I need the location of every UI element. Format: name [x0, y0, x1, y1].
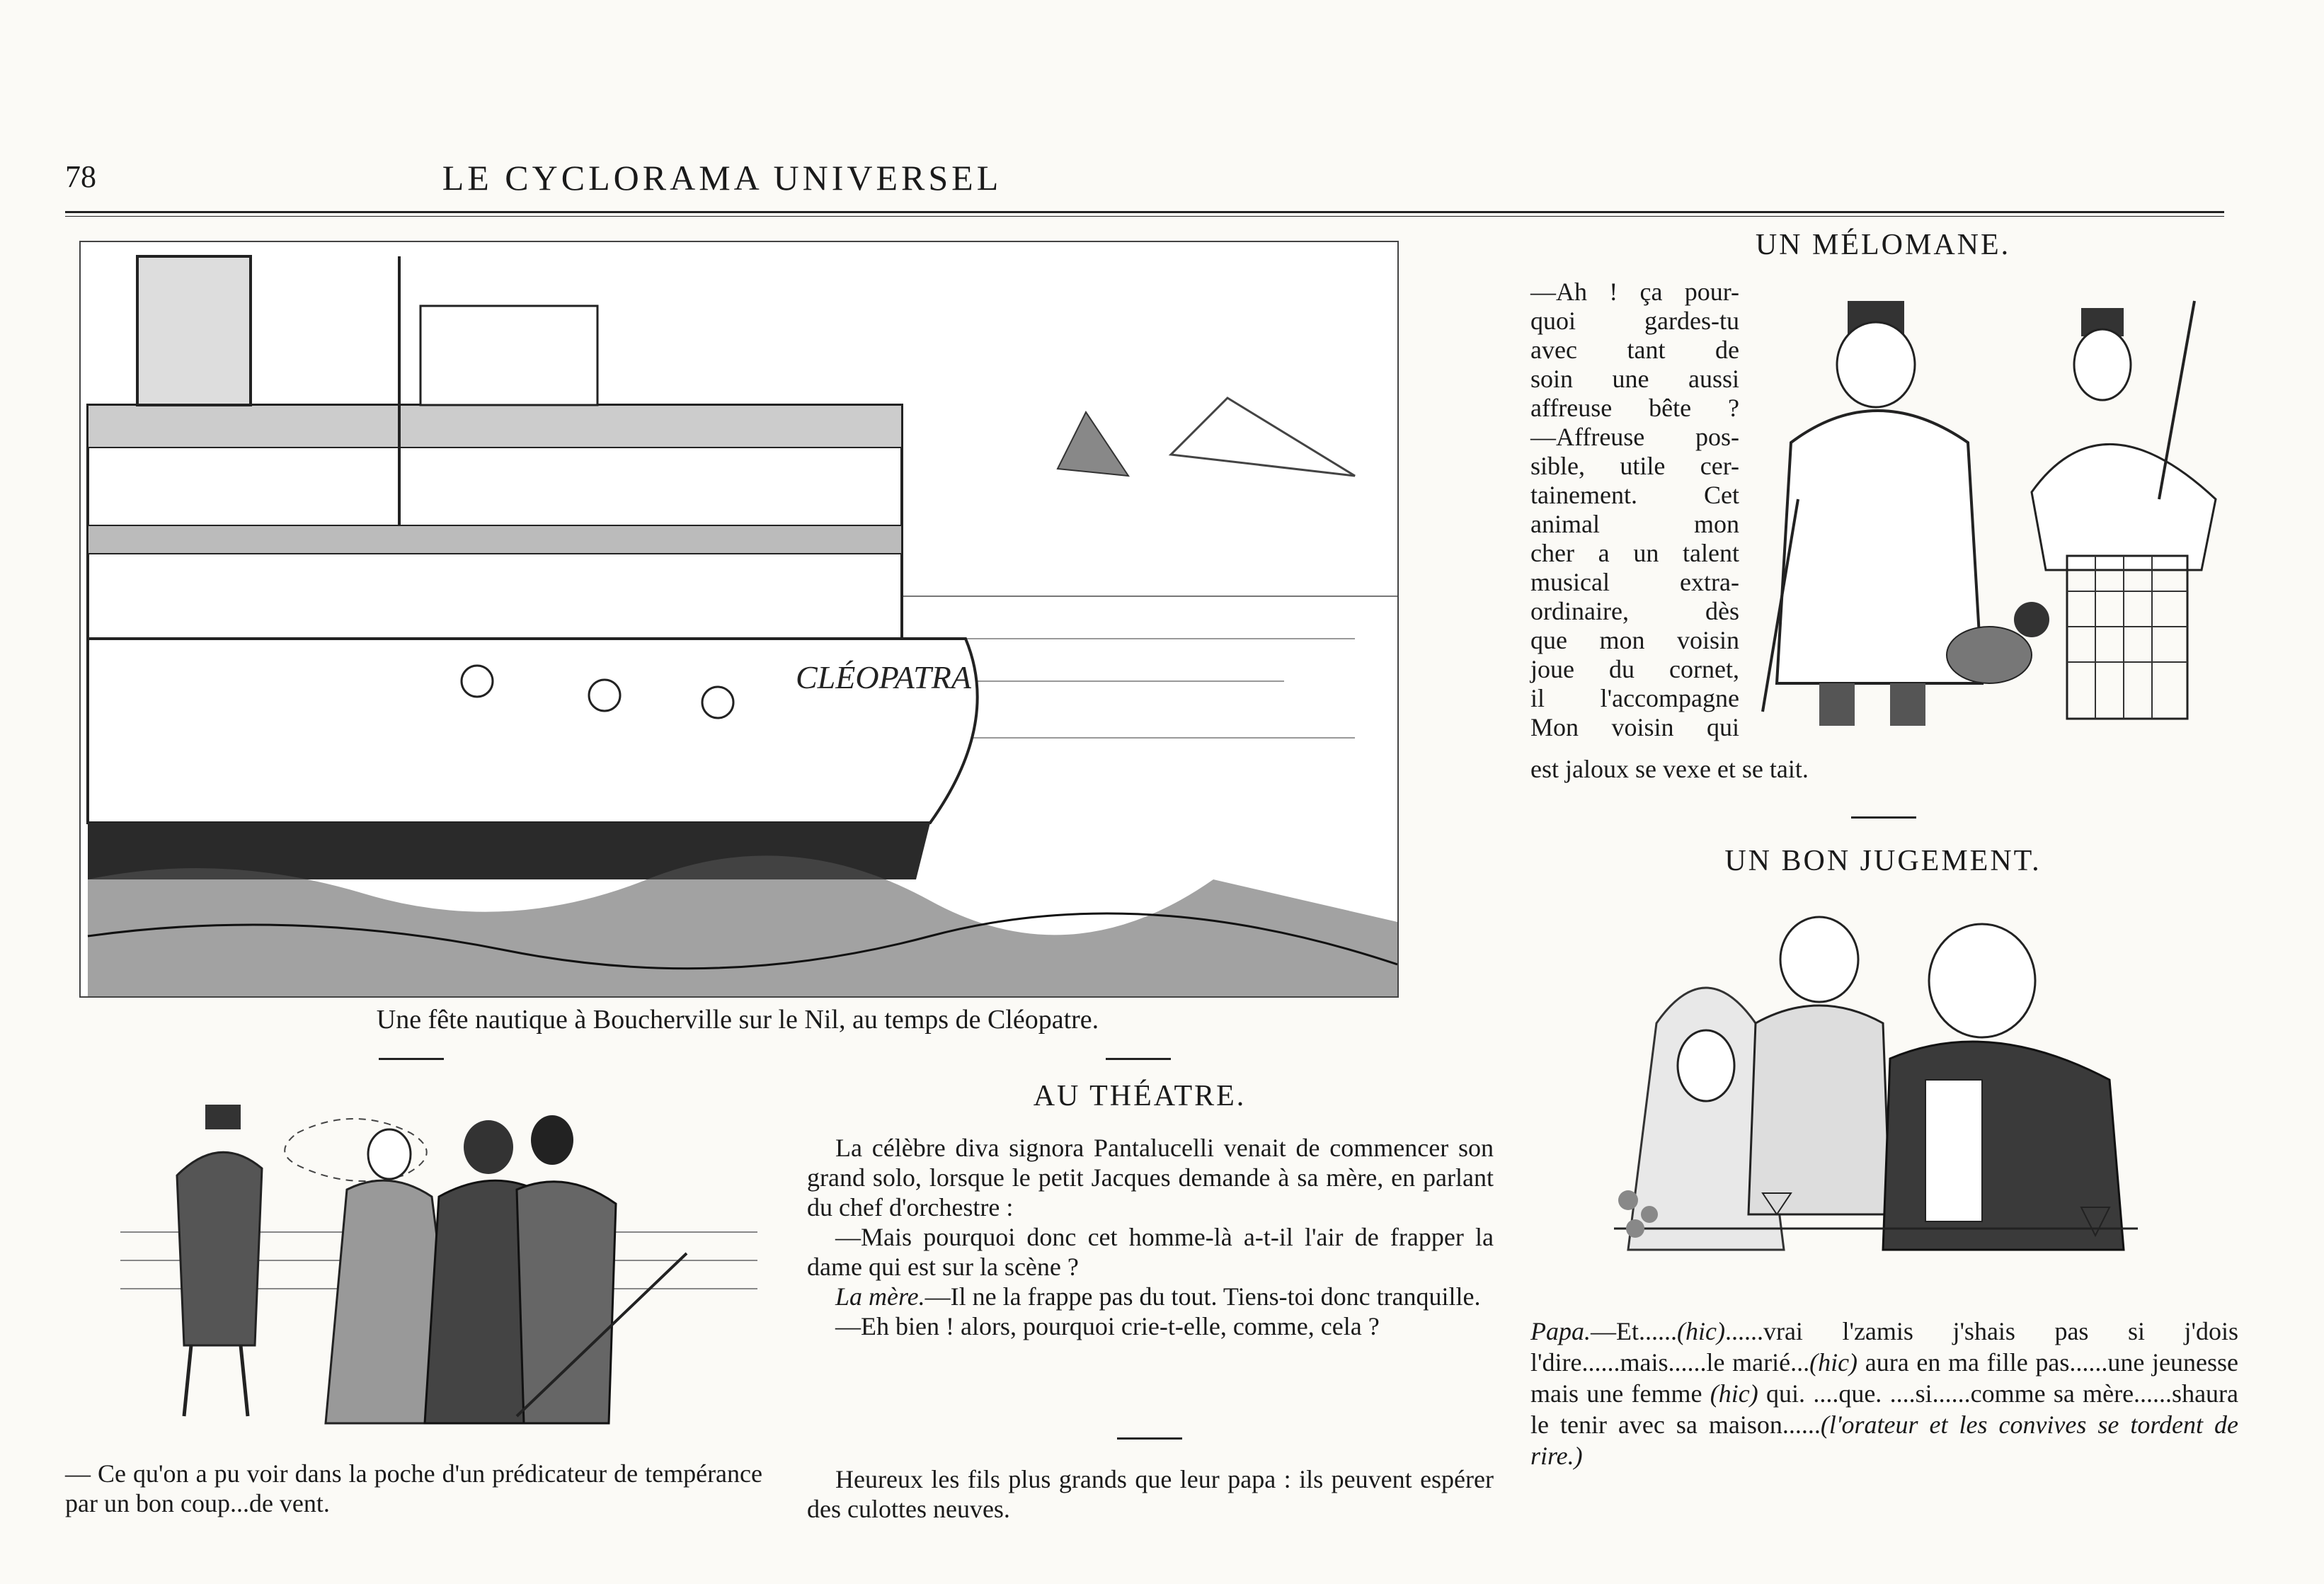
melomane-line: joue du cornet, [1530, 655, 1739, 683]
ship-caption: Une fête nautique à Boucherville sur le Nil, au temps de Cléopatre. [376, 1005, 1099, 1035]
melomane-line: sible, utile cer- [1530, 452, 1739, 480]
melomane-line: il l'accompagne [1530, 684, 1739, 712]
section-divider [1851, 816, 1916, 819]
paragraph: Heureux les fils plus grands que leur papa : ils peuvent espérer des culottes neuves. [807, 1465, 1494, 1523]
melomane-line: tainement. Cet [1530, 481, 1739, 509]
page-number: 78 [65, 159, 96, 194]
paragraph: La célèbre diva signora Pantalucelli venait de commencer son grand solo, lorsque le petit Jacques demande à sa mère, en parlant du chef d'orchestre : [807, 1134, 1494, 1221]
paragraph: —Eh bien ! alors, pourquoi crie-t-elle, comme, cela ? [835, 1312, 1380, 1340]
melomane-line: soin une aussi [1530, 365, 1739, 393]
paragraph: —Mais pourquoi donc cet homme-là a-t-il l'air de frapper la dame qui est sur la scène ? [807, 1223, 1494, 1281]
melomane-line: avec tant de [1530, 336, 1739, 364]
stage-direction: (l'orateur et les convives se tordent de rire.) [1530, 1411, 2238, 1470]
dialogue-text: —Et...... [1591, 1317, 1677, 1345]
ship-illustration [79, 241, 1399, 998]
hic-aside: (hic) [1710, 1379, 1758, 1408]
bon-jugement-text [1530, 1316, 2238, 1471]
bon-jugement-drawing [1586, 896, 2152, 1292]
melomane-line: cher a un talent [1530, 539, 1739, 567]
melomane-title: UN MÉLOMANE. [1755, 229, 2011, 261]
melomane-line: que mon voisin [1530, 626, 1739, 654]
melomane-line: ordinaire, dès [1530, 597, 1739, 625]
hic-aside: (hic) [1809, 1348, 1858, 1377]
temperance-drawing [120, 1090, 757, 1437]
temperance-caption: — Ce qu'on a pu voir dans la poche d'un prédicateur de tempérance par un bon coup...de vent. [65, 1459, 762, 1517]
au-theatre-title: AU THÉATRE. [1033, 1080, 1247, 1112]
section-divider [379, 1058, 444, 1060]
melomane-line: quoi gardes-tu [1530, 307, 1739, 335]
dialogue-text: —Il ne la frappe pas du tout. Tiens-toi donc tranquille. [925, 1282, 1481, 1311]
au-theatre-maxim [807, 1464, 1494, 1524]
speaker-label: La mère. [835, 1282, 925, 1311]
melomane-line: musical extra- [1530, 568, 1739, 596]
section-divider [1117, 1437, 1182, 1440]
melomane-drawing [1748, 287, 2237, 747]
ship-drawing [81, 242, 1397, 996]
melomane-text [1530, 278, 1739, 742]
paragraph [807, 1282, 1494, 1311]
dialogue-text: ......vrai l'zamis j'shais pas si j'dois l'dire......mais......le marié... [1530, 1317, 2238, 1377]
melomane-line: animal mon [1530, 510, 1739, 538]
header-rule [65, 211, 2224, 217]
dialogue-text: qui. ....que. ....si......comme sa mère......shaura le tenir avec sa maison...... [1530, 1379, 2239, 1439]
dialogue-text: aura en ma fille pas......une jeunesse mais une femme [1530, 1348, 2238, 1408]
melomane-line: affreuse bête ? [1530, 394, 1739, 422]
speaker-label: Papa. [1530, 1317, 1591, 1345]
melomane-last-line: est jaloux se vexe et se tait. [1530, 755, 1809, 783]
bon-jugement-illustration [1586, 896, 2152, 1292]
melomane-line: Mon voisin qui [1530, 713, 1739, 741]
temperance-illustration [120, 1090, 757, 1437]
page-title: LE CYCLORAMA UNIVERSEL [442, 158, 1002, 198]
melomane-line: —Ah ! ça pour- [1530, 278, 1739, 306]
bon-jugement-title: UN BON JUGEMENT. [1724, 845, 2042, 877]
hic-aside: (hic) [1677, 1317, 1725, 1345]
ship-name-label: CLÉOPATRA [796, 659, 971, 695]
melomane-illustration [1748, 287, 2237, 747]
section-divider [1106, 1058, 1171, 1060]
melomane-line: —Affreuse pos- [1530, 423, 1739, 451]
au-theatre-text [807, 1133, 1494, 1341]
